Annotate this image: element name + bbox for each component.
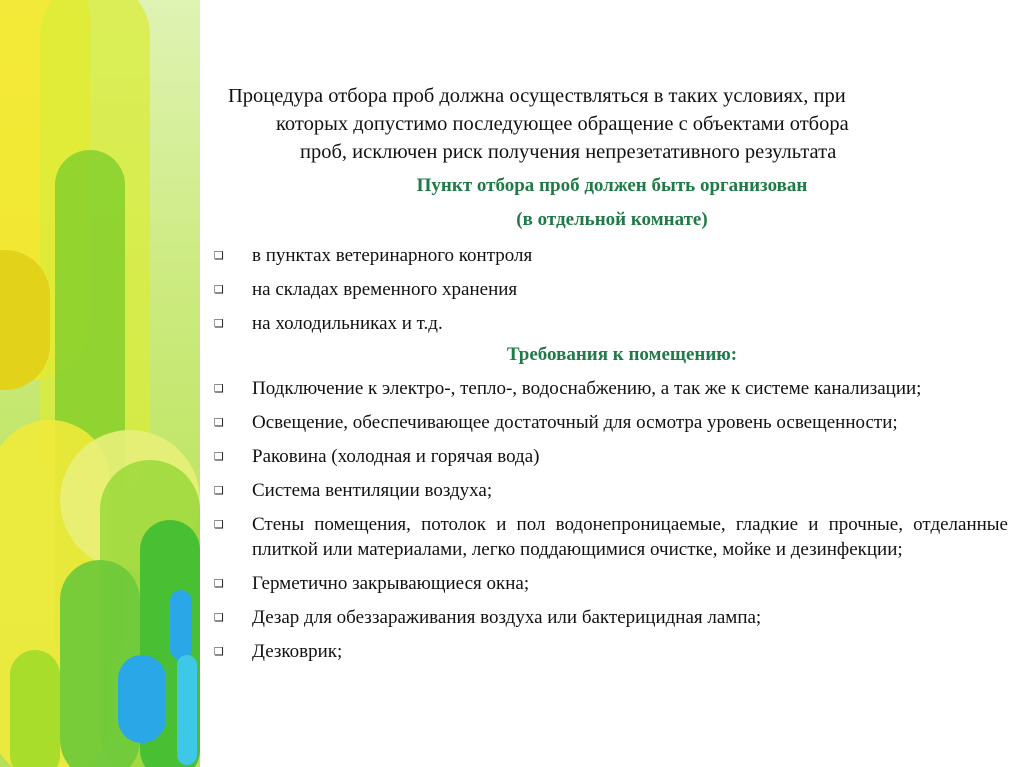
requirements-heading: Требования к помещению:: [506, 344, 738, 365]
list-item: ❑ Освещение, обеспечивающее достаточный для осмотра уровень освещенности;: [214, 412, 898, 433]
checkbox-bullet-icon: ❑: [214, 577, 224, 590]
checkbox-bullet-icon: ❑: [214, 249, 224, 262]
requirements-list: [214, 376, 1008, 664]
checkbox-bullet-icon: ❑: [214, 283, 224, 296]
locations-list: [214, 243, 1008, 336]
list-item: ❑ Подключение к электро-, тепло-, водоснабжению, а так же к системе канализации;: [214, 378, 922, 399]
checkbox-bullet-icon: ❑: [214, 518, 224, 531]
list-item: ❑ Стены помещения, потолок и пол водонепроницаемые, гладкие и прочные, отделанные плиткой или материалами, легко поддающимися очистке, мойке и дезинфекции;: [214, 514, 1008, 560]
checkbox-bullet-icon: ❑: [214, 450, 224, 463]
slide-content: [200, 0, 1024, 767]
checkbox-bullet-icon: ❑: [214, 611, 224, 624]
intro-line: Процедура отбора проб должна осуществляться в таких условиях, при: [228, 85, 846, 107]
intro-line: которых допустимо последующее обращение с объектами отбора: [276, 113, 849, 135]
intro-paragraph: [220, 82, 1020, 166]
decorative-side-graphic: [0, 0, 200, 767]
sampling-point-subheading: (в отдельной комнате): [516, 209, 708, 230]
list-item: ❑ на складах временного хранения: [214, 279, 518, 300]
list-item: ❑ Герметично закрывающиеся окна;: [214, 573, 530, 594]
list-item: ❑ Дезковрик;: [214, 641, 343, 662]
checkbox-bullet-icon: ❑: [214, 484, 224, 497]
list-item: ❑ на холодильниках и т.д.: [214, 313, 443, 334]
list-item: ❑ в пунктах ветеринарного контроля: [214, 245, 533, 266]
sampling-point-heading: Пункт отбора проб должен быть организован: [416, 175, 808, 196]
checkbox-bullet-icon: ❑: [214, 416, 224, 429]
list-item: ❑ Система вентиляции воздуха;: [214, 480, 493, 501]
list-item: ❑ Дезар для обеззараживания воздуха или бактерицидная лампа;: [214, 607, 762, 628]
checkbox-bullet-icon: ❑: [214, 382, 224, 395]
checkbox-bullet-icon: ❑: [214, 645, 224, 658]
intro-line: проб, исключен риск получения непрезетативного результата: [300, 141, 837, 163]
checkbox-bullet-icon: ❑: [214, 317, 224, 330]
list-item: ❑ Раковина (холодная и горячая вода): [214, 446, 540, 467]
